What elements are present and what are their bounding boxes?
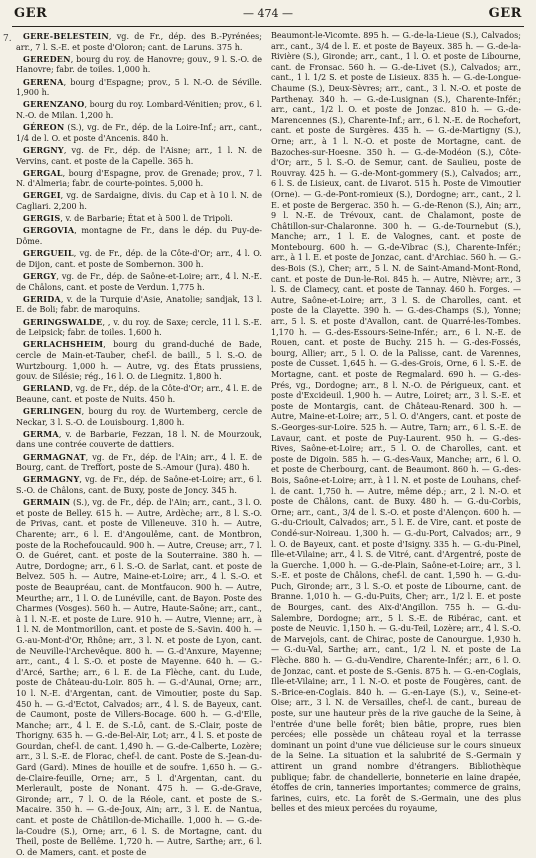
dictionary-entry xyxy=(16,145,262,167)
dictionary-entry xyxy=(16,248,262,270)
entry-headword: GERMAGNAT xyxy=(23,451,86,462)
entry-headword: GERLINGEN xyxy=(23,406,82,417)
header-right-word: GER xyxy=(488,5,522,21)
margin-mark: 7. xyxy=(3,34,12,44)
entry-headword: GERLACHSHEIM xyxy=(23,339,104,350)
entry-text: (S.), vg. de Fr., dép. de l'Ain; arr., cant., 3 l. O. et poste de Belley. 615 h. — Autre, Ardèche; arr., 8 l. S.-O. de Privas, cant. et poste de Villeneuve. 310 h. — Autre, Charente; arr., 6 l. E. d'Angoulême, cant. de Montbron, poste de la Rochefoucauld. 900 h. — Autre, Creuse; arr., 7 l. O. de Guéret, cant. et poste de la Souterraine. 380 h. — Autre, Dordogne; arr., 6 l. S.-O. de Sarlat, cant. et poste de Belvez. 505 h. — Autre, Maine-et-Loire; arr., 4 l. S.-O. et poste de Beaupréau, cant. de Montfaucon. 900 h. — Autre, Meurthe; arr., 1 l. O. de Lunéville, cant. de Bayon. Poste des Charmes (Vosges). 560 h. — Autre, Haute-Saône; arr., cant., à 1 l. N.-E. et poste de Lure. 910 h. — Autre, Vienne; arr., à 1 l. N. de Montmorillon, cant. et poste de S.-Savin. 400 h. — G.-au-Mont-d'Or, Rhône; arr., 3 l. N. et poste de Lyon, cant. de Neuville-l'Archevêque. 800 h. — G.-d'Anxure, Mayenne; arr., cant., 4 l. S.-O. et poste de Mayenne. 640 h. — G.-d'Arcé, Sarthe; arr., 6 l. E. de La Flèche, cant. du Lude, poste de Château-du-Loir. 805 h. — G.-d'Aunai, Orne; arr., 10 l. N.-E. d'Argentan, cant. de Vimoutier, poste du Sap. 450 h. — G.-d'Ectot, Calvados; arr., 4 l. S. de Bayeux, cant. de Caumont, poste de Villers-Bocage. 600 h. — G.-d'Elle, Manche; arr., 4 l. E. de S.-Lô, cant. de S.-Clair, poste de Thorigny. 635 h. — G.-de-Bel-Air, Lot; arr., 4 l. S. et poste de Gourdan, chef-l. de cant. 1,490 h. — G.-de-Calberte, Lozère; arr., 3 l. S.-E. de Florac, chef-l. de cant. Poste de S.-Jean-du-Gard (Gard). Mines de houille et de soufre. 1,650 h. — G.-de-Claire-feuille, Orne; arr., 5 l. d'Argentan, cant. du Merlerault, poste de Nonant. 475 h. — G.-de-Grave, Gironde; arr., 7 l. O. de la Réole, cant. et poste de S.-Macaire. 350 h. — G.-de-Joux, Ain; arr., 3 l. E. de Nantua, cant. et poste de Châtillon-de-Michaille. 1,000 h. — G.-de-la-Coudre (S.), Orne; arr., 6 l. S. de Mortagne, cant. du Theil, poste de Bellême. 1,720 h. — Autre, Sarthe; arr., 6 l. O. de Mamers, cant. et poste de xyxy=(16,498,262,857)
page-number: — 474 — xyxy=(243,6,293,20)
dictionary-entry xyxy=(16,122,262,144)
entry-headword: GÉREON xyxy=(23,122,65,133)
entry-text: , bourg du grand-duché de Bade, cercle de Main-et-Tauber, chef-l. de baill., 5 l. S.-O. de Wurtzbourg. 1,000 h. — Autre, vg. des États prussiens, gouv. de Silésie; rég., 16 l. O. de Liegnitz. 1,800 h. xyxy=(16,340,262,382)
dictionary-entry xyxy=(16,497,262,858)
entry-text: , vg. de Sardaigne, divis. du Cap et à 10 l. N. de Cagliari. 2,200 h. xyxy=(16,191,262,212)
entry-headword: GERMAIN xyxy=(23,497,71,508)
left-column xyxy=(16,31,262,857)
dictionary-entry xyxy=(16,213,262,225)
entry-headword: GEREDEN xyxy=(23,53,71,64)
dictionary-entry xyxy=(16,225,262,247)
entry-headword: GERMAGNY xyxy=(23,474,80,485)
entry-headword: GERE-BELESTEIN xyxy=(23,31,109,41)
entry-text: , vg. de Fr., dép. de la Côte-d'Or; arr., 4 l. O. de Dijon, cant. et poste de Sombernon. 300 h. xyxy=(16,249,262,269)
header-left-word: GER xyxy=(14,5,48,21)
dictionary-entry xyxy=(16,271,262,293)
entry-text: , vg. de Fr., dép. de Saône-et-Loire; arr., 4 l. N.-E. de Châlons, cant. et poste de Verdun. 1,775 h. xyxy=(16,272,262,292)
entry-headword: GERGIS xyxy=(23,213,61,224)
dictionary-entry xyxy=(16,190,262,212)
dictionary-entry xyxy=(16,77,262,99)
dictionary-entry xyxy=(16,406,262,428)
entry-text: , bourg d'Espagne, prov. de Grenade; prov., 7 l. N. d'Almeria; fabr. de courte-pointes. 5,000 h. xyxy=(16,168,262,189)
entry-text: , vg. de Fr., dép. des B.-Pyrénées; arr., 7 l. S.-E. et poste d'Oloron; cant. de Laruns. 375 h. xyxy=(16,32,262,52)
entry-text: , bourg du roy. Lombard-Vénitien; prov., 6 l. N.-O. de Milan. 1,200 h. xyxy=(16,100,262,120)
entry-headword: GERENA xyxy=(23,76,64,87)
right-column xyxy=(271,31,521,814)
dictionary-entry xyxy=(16,383,262,405)
running-header xyxy=(14,2,522,24)
entry-text: , bourg du roy. de Wurtemberg, cercle de Neckar, 3 l. S.-O. de Louisbourg. 1,800 h. xyxy=(16,407,262,427)
entry-text: , v. de Barbarie, Fezzan, 18 l. N. de Mourzouk, dans une contrée couverte de dattiers. xyxy=(16,429,262,450)
dictionary-entry xyxy=(16,54,262,76)
entry-headword: GERLAND xyxy=(23,383,71,394)
entry-headword: GERINGSWALDE xyxy=(23,316,103,327)
entry-text: (S.), vg. de Fr., dép. de la Loire-Inf.; arr., cant., 1/4 de l. O. et poste d'Ancenis. 840 h. xyxy=(16,123,262,143)
entry-headword: GERENZANO xyxy=(23,99,85,110)
entry-text: , vg. de Fr., dép. de l'Ain; arr., 4 l. E. de Bourg, cant. de Treffort, poste de S.-Amour (Jura). 480 h. xyxy=(16,452,262,473)
dictionary-entry xyxy=(16,429,262,451)
dictionary-entry xyxy=(16,339,262,382)
entry-headword: GERGNY xyxy=(23,144,64,155)
entry-headword: GERGY xyxy=(23,271,57,281)
dictionary-entry xyxy=(16,294,262,316)
dictionary-entry xyxy=(16,452,262,474)
entry-headword: GERGEI xyxy=(23,190,61,201)
entry-headword: GERGUEIL xyxy=(23,248,74,259)
entry-text: , v. de Barbarie; État et à 500 l. de Tripoli. xyxy=(60,214,233,224)
dictionary-entry xyxy=(16,474,262,496)
entry-text: , v. de la Turquie d'Asie, Anatolie; sandjak, 13 l. E. de Boli; fabr. de maroquins. xyxy=(16,294,262,315)
entry-text: , vg. de Fr., dép. de Saône-et-Loire; arr., 6 l. S.-O. de Châlons, cant. de Buxy, poste de Joncy. 345 h. xyxy=(16,475,262,496)
entry-headword: GERGOVIA xyxy=(23,225,75,236)
entry-continuation: Beaumont-le-Vicomte. 895 h. — G.-de-la-Lieue (S.), Calvados; arr., cant., 3/4 de l. E. et poste de Bayeux. 385 h. — G.-de-la-Rivière (S.), Gironde; arr., cant., 1 l. O. et poste de Libourne, cant. de Fronsac. 560 h. — G.-de-Livet (S.), Calvados; arr., cant., 1 l. 1/2 S. et poste de Lisieux. 835 h. — G.-de-Longue-Chaume (S.), Deux-Sèvres; arr., cant., 3 l. N.-O. et poste de Parthenay. 340 h. — G.-de-Lusignan (S.), Charente-Infér.; arr., cant., 1/2 l. O. et poste de Jonzac. 810 h. — G.-de-Marencennes (S.), Charente-Inf.; arr., 6 l. N.-E. de Rochefort, cant. et poste de Surgères. 435 h. — G.-de-Martigny (S.), Orne; arr., à 1 l. N.-O. et poste de Mortagne, cant. de Bazoches-sur-Hoesne. 350 h. — G.-de-Modéon (S.), Côte-d'Or; arr., 5 l. S.-O. de Semur, cant. de Saulieu, poste de Rouvray. 425 h. — G.-de-Mont-gommery (S.), Calvados; arr., 6 l. S. de Lisieux, cant. de Livarot. 515 h. Poste de Vimoutier (Orne). — G.-de-Pont-romieux (S.), Dordogne; arr., cant., 2 l. E. et poste de Bergerac. 350 h. — G.-de-Renon (S.), Ain; arr., 9 l. N.-E. de Trévoux, cant. de Chalamont, poste de Châtillon-sur-Chalaronne. 300 h. — G.-de-Tournebut (S.), Manche; arr., 1 l. E. de Valognes, cant. et poste de Montebourg. 600 h. — G.-de-Vibrac (S.), Charente-Infér.; arr., à 1 l. E. et poste de Jonzac, cant. d'Archiac. 560 h. — G.-des-Bois (S.), Cher; arr., 5 l. N. de Saint-Amand-Mont-Rond, cant. et poste de Dun-le-Roi. 845 h. — Autre, Nièvre; arr., 3 l. S. de Clamecy, cant. et poste de Tannay. 460 h. Forges. — Autre, Saône-et-Loire; arr., 3 l. S. de Charolles, cant. et poste de la Clayette. 390 h. — G.-des-Champs (S.), Yonne; arr., 5 l. S. et poste d'Avallon, cant. de Quarré-les-Tombes. 1,170 h. — G.-des-Essours-Seine-Infér.; arr., 6 l. N.-E. de Rouen, cant. et poste de Buchy. 215 h. — G.-des-Fossés, bourg, Allier; arr., 5 l. O. de la Palisse, cant. de Varennes, poste de Cusset. 1,645 h. — G.-des-Grois, Orne, 6 l. S.-E. de Mortagne, cant. et poste de Regmalard. 690 h. — G.-des-Prés, vg., Dordogne; arr., 8 l. N.-O. de Périgueux, cant. et poste d'Excideuil. 1,900 h. — Autre, Loiret; arr., 3 l. S.-E. et poste de Montargis, cant. de Château-Renard. 300 h. — Autre, Maine-et-Loire; arr., 5 l. O. d'Angers, cant. et poste de S.-Georges-sur-Loire. 525 h. — Autre, Tarn; arr., 6 l. S.-E. de Lavaur, cant. et poste de Puy-Laurent. 950 h. — G.-des-Rives, Saône-et-Loire; arr., 5 l. O. de Charolles, cant. et poste de Digoin. 585 h. — G.-des-Vaux, Manche; arr., 6 l. O. et poste de Cherbourg, cant. de Beaumont. 860 h. — G.-des-Bois, Saône-et-Loire; arr., à 1 l. N. et poste de Louhans, chef-l. de cant. 1,750 h. — Autre, même dép.; arr., 2 l. N.-O. et poste de Châlons, cant. de Buxy. 480 h. — G.-du-Corbis, Orne; arr., cant., 3/4 de l. S.-O. et poste d'Alençon. 600 h. — G.-du-Crioult, Calvados; arr., 5 l. E. de Vire, cant. et poste de Condé-sur-Noireau. 1,300 h. — G.-du-Port, Calvados; arr., 9 l. O. de Bayeux, cant. et poste d'Isigny. 335 h. — G.-du-Pinel, Ille-et-Vilaine; arr., 4 l. S. de Vitré, cant. d'Argentré, poste de la Guerche. 1,000 h. — G.-de-Plain, Saône-et-Loire; arr., 3 l. S.-E. et poste de Châlons, chef-l. de cant. 1,590 h. — G.-du-Puch, Gironde; arr., 3 l. S.-O. et poste de Libourne, cant. de Branne. 1,010 h. — G.-du-Puits, Cher; arr., 1/2 l. E. et poste de Bourges, cant. des Aix-d'Angillon. 755 h. — G.-du-Salembre, Dordogne; arr., 5 l. S.-E. de Ribérac, cant. et poste de Neuvic. 1,150 h. — G.-du-Teil, Lozère; arr., 4 l. S.-O. de Marvejols, cant. de Chirac, poste de Canourgue. 1,930 h. — G.-du-Val, Sarthe; arr., cant., 1/2 l. N. et poste de La Flèche. 880 h. — G.-du-Vendire, Charente-Infér.; arr., 6 l. O. de Jonzac, cant. et poste de S.-Genis. 875 h. — G.-en-Coglais, Ille-et-Vilaine; arr., 1 l. N.-O. et poste de Fougères, cant. de S.-Brice-en-Coglais. 840 h. — G.-en-Laye (S.), v., Seine-et-Oise; arr., 3 l. N. de Versailles, chef-l. de cant., bureau de poste, sur une hauteur près de la rive gauche de la Seine, à l'entrée d'une belle forêt; bien bâtie, propre, rues bien percées; elle possède un château royal et la terrasse dominant un point d'une vue délicieuse sur le cours sinueux de la Seine. La situation et la salubrité de S.-Germain y attirent un grand nombre d'étrangers. Bibliothèque publique; fabr. de chandellerie, bonneterie en laine drapée, étoffes de crin, tanneries importantes; commerce de grains, farines, cuirs, etc. La forêt de S.-Germain, une des plus belles et des mieux percées du royaume, xyxy=(271,31,521,814)
entry-text: , montagne de Fr., dans le dép. du Puy-de-Dôme. xyxy=(16,226,262,247)
entry-text: , , v. du roy. de Saxe; cercle, 11 l. S.-E. de Leipsick; fabr. de toiles. 1,600 h. xyxy=(16,317,262,338)
dictionary-entry xyxy=(16,31,262,53)
entry-headword: GERIDA xyxy=(23,293,61,304)
dictionary-entry xyxy=(16,168,262,190)
entry-text: , vg. de Fr., dép. de l'Aisne; arr., 1 l. N. de Vervins, cant. et poste de la Capelle. 365 h. xyxy=(16,145,262,166)
dictionary-entry xyxy=(16,99,262,121)
dictionary-entry xyxy=(16,317,262,339)
entry-text: , vg. de Fr., dép. de la Côte-d'Or; arr., 4 l. E. de Beaune, cant. et poste de Nuits. 450 h. xyxy=(16,384,262,404)
entry-headword: GERMA xyxy=(23,428,59,439)
entry-text: , bourg du roy. de Hanovre; gouv., 9 l. S.-O. de Hanovre; fabr. de toiles. 1,000 h. xyxy=(16,54,262,75)
entry-headword: GERGAL xyxy=(23,167,63,178)
header-rule xyxy=(12,26,524,27)
entry-text: , bourg d'Espagne; prov., 5 l. N.-O. de Séville. 1,900 h. xyxy=(16,77,262,98)
